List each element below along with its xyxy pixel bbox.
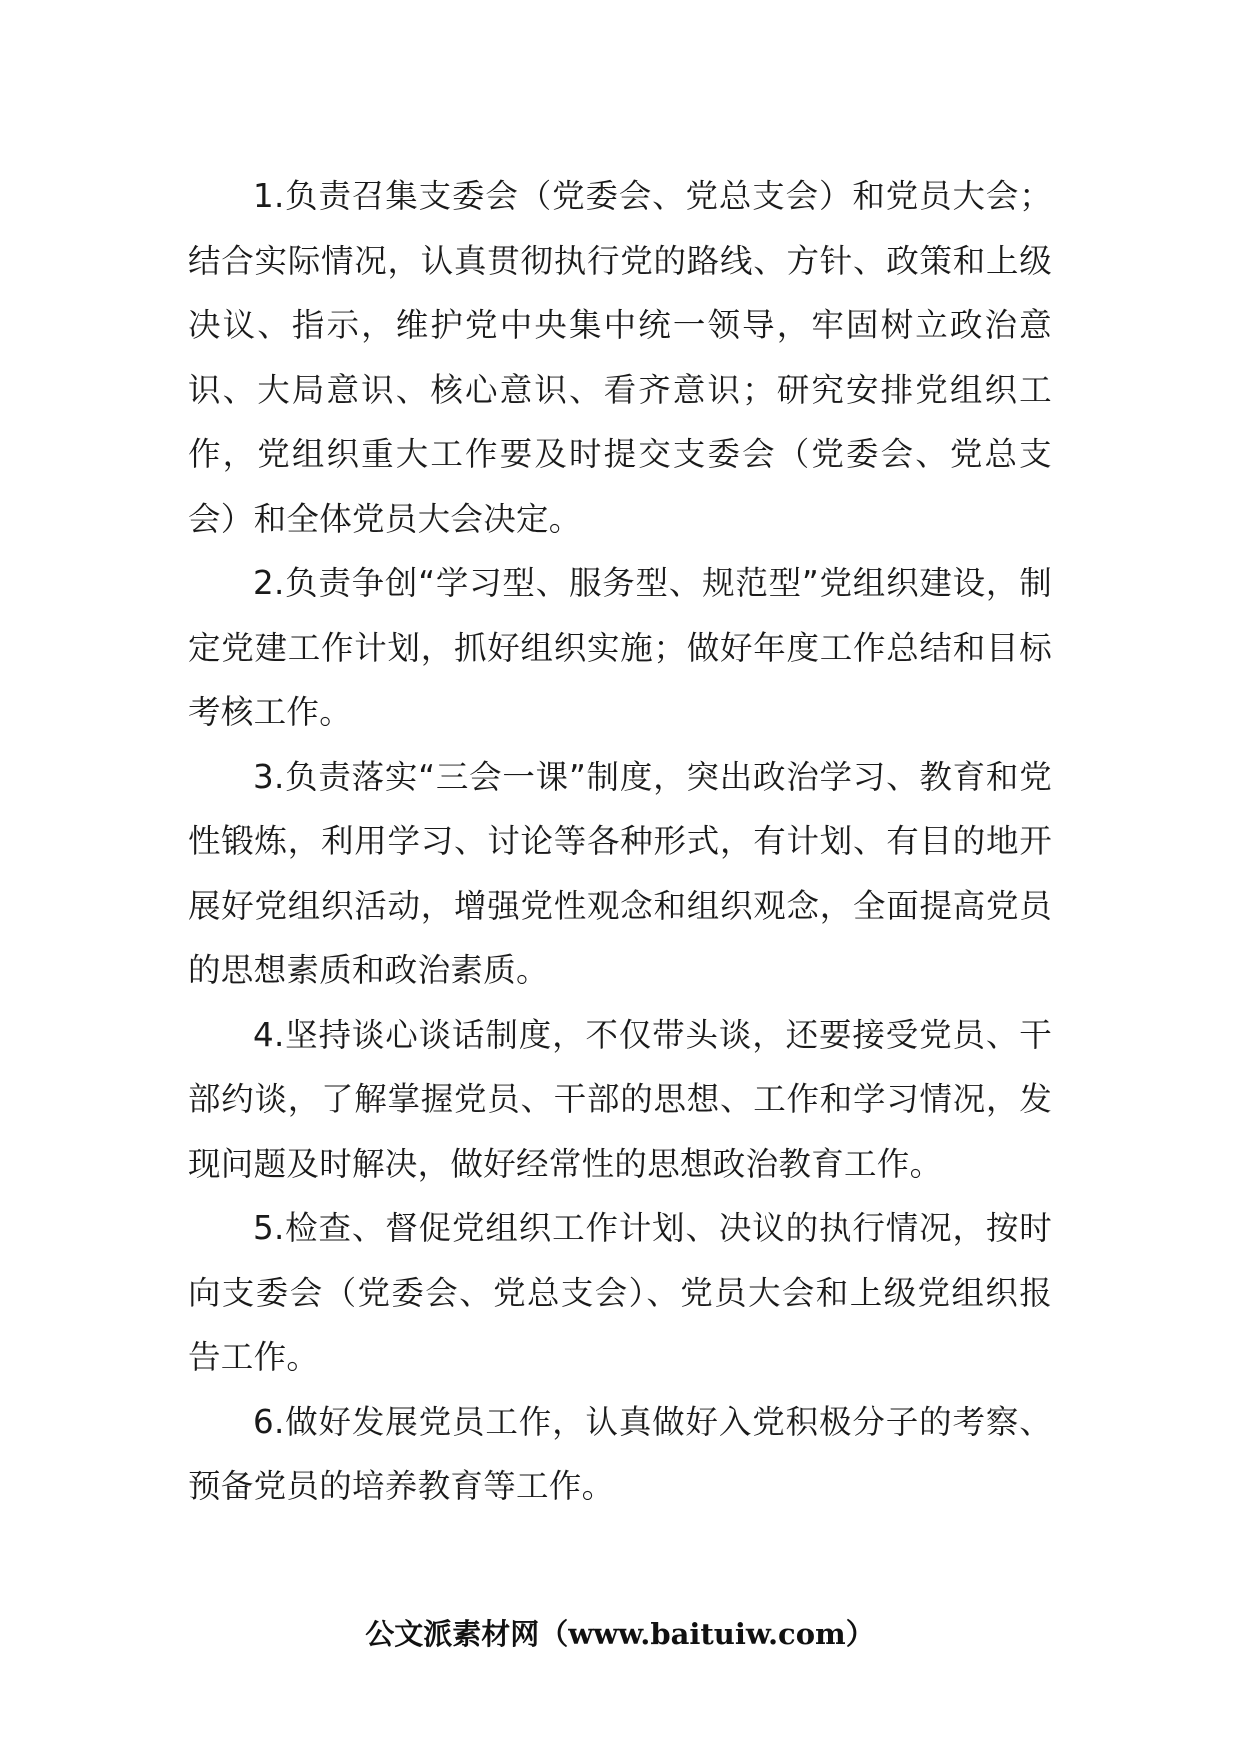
paragraph-3: 3.负责落实“三会一课”制度，突出政治学习、教育和党性锻炼，利用学习、讨论等各种形式，有计划、有目的地开展好党组织活动，增强党性观念和组织观念，全面提高党员的思想素质和政治素质。 xyxy=(188,757,1052,989)
footer-watermark: 公文派素材网（www.baituiw.com） xyxy=(365,1617,875,1651)
paragraph-5: 5.检查、督促党组织工作计划、决议的执行情况，按时向支委会（党委会、党总支会）、党员大会和上级党组织报告工作。 xyxy=(188,1209,1052,1376)
paragraph-1: 1.负责召集支委会（党委会、党总支会）和党员大会；结合实际情况，认真贯彻执行党的路线、方针、政策和上级决议、指示，维护党中央集中统一领导，牢固树立政治意识、大局意识、核心意识、看齐意识；研究安排党组织工作，党组织重大工作要及时提交支委会（党委会、党总支会）和全体党员大会决定。 xyxy=(188,177,1052,538)
paragraph-4: 4.坚持谈心谈话制度，不仅带头谈，还要接受党员、干部约谈，了解掌握党员、干部的思想、工作和学习情况，发现问题及时解决，做好经常性的思想政治教育工作。 xyxy=(188,1015,1052,1183)
paragraph-2: 2.负责争创“学习型、服务型、规范型”党组织建设，制定党建工作计划，抓好组织实施；做好年度工作总结和目标考核工作。 xyxy=(188,564,1052,731)
paragraph-6: 6.做好发展党员工作，认真做好入党积极分子的考察、预备党员的培养教育等工作。 xyxy=(188,1402,1052,1505)
document-body xyxy=(188,164,1052,1519)
